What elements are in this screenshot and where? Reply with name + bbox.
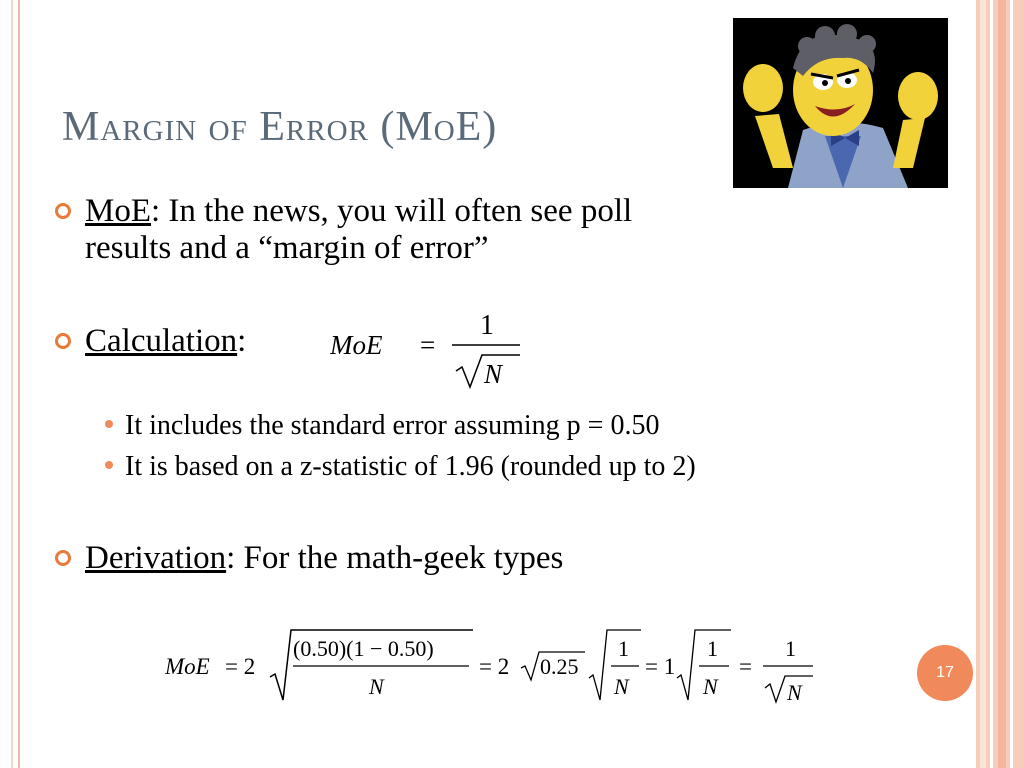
deriv-f1-num: 1: [618, 636, 629, 661]
right-decorative-border: [976, 0, 1024, 768]
deriv-eq2: = 2: [479, 654, 510, 679]
bullet-circle-icon: [55, 550, 71, 566]
term-derivation: Derivation: [85, 540, 227, 576]
deriv-f3-num: 1: [785, 636, 796, 661]
deriv-eq3: = 1: [645, 654, 676, 679]
deriv-f2-den: N: [703, 674, 718, 699]
bullet-circle-icon: [55, 203, 71, 219]
page-number-badge: 17: [917, 645, 973, 701]
moe-line1: : In the news, you will often see poll: [151, 193, 633, 229]
sub-bullet: [105, 451, 696, 483]
term-calculation: Calculation: [85, 323, 238, 359]
calc-eq: =: [420, 330, 436, 360]
deriv-inner-den: N: [369, 674, 384, 699]
deriv-inner-num: (0.50)(1 − 0.50): [293, 636, 434, 661]
deriv-sqrt-val: 0.25: [540, 654, 579, 679]
bullet-derivation: [55, 540, 563, 577]
deriv-f2-num: 1: [707, 636, 718, 661]
deriv-eq4: =: [739, 654, 752, 679]
derivation-rest: : For the math-geek types: [226, 540, 564, 576]
bullet-dot-icon: [105, 461, 113, 469]
calc-lhs: MoE: [330, 330, 383, 360]
left-decorative-border: [0, 0, 20, 768]
sub-bullet-text: It is based on a z-statistic of 1.96 (rounded up to 2): [125, 451, 696, 482]
slide-title: Margin of Error (MoE): [62, 104, 498, 150]
moe-line2: results and a “margin of error”: [85, 230, 489, 266]
bullet-circle-icon: [55, 333, 71, 349]
deriv-eq1: = 2: [225, 654, 256, 679]
calc-den: N: [484, 359, 503, 389]
deriv-f3-den: N: [787, 680, 802, 705]
sub-bullet-text: It includes the standard error assuming p = 0.50: [125, 410, 660, 441]
calc-num: 1: [480, 310, 494, 341]
sub-bullet: [105, 410, 659, 442]
cartoon-bartender-image: [733, 18, 948, 188]
deriv-f1-den: N: [614, 674, 629, 699]
formula-calculation: [330, 305, 530, 395]
term-moe: MoE: [85, 193, 151, 229]
formula-derivation: [165, 622, 825, 712]
deriv-lhs: MoE: [165, 654, 210, 679]
bullet-calculation: Calculation:: [55, 323, 246, 360]
bullet-dot-icon: [105, 420, 113, 428]
bullet-moe: [55, 193, 632, 267]
